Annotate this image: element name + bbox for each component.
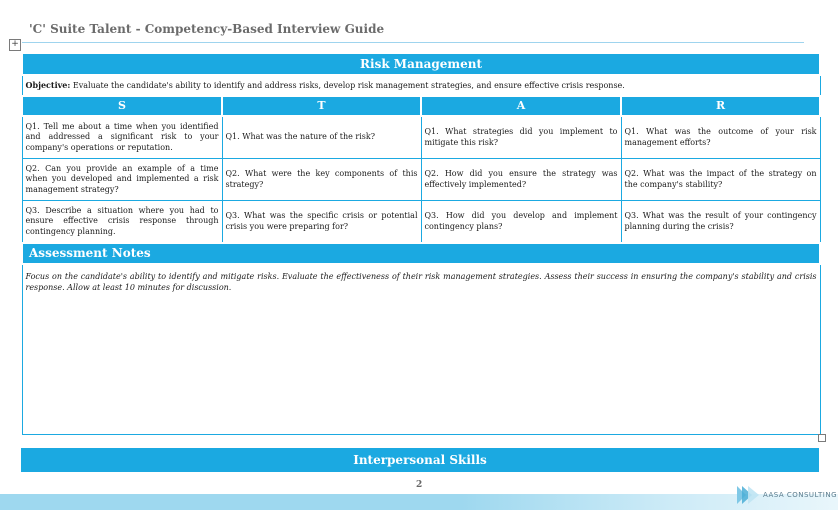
question-cell-r1: Q1. What was the outcome of your risk management efforts? (621, 116, 820, 159)
objective-label: Objective: (25, 79, 71, 90)
question-cell-a2: Q2. How did you ensure the strategy was effectively implemented? (421, 159, 621, 201)
objective-cell (22, 75, 820, 96)
title-divider (22, 42, 804, 43)
objective-row (22, 75, 820, 96)
star-header-s: S (22, 96, 222, 116)
table-move-handle-icon[interactable]: + (9, 39, 21, 51)
question-cell-r3: Q3. What was the result of your contingency planning during the crisis? (621, 201, 820, 244)
question-cell-t2: Q2. What were the key components of this strategy? (222, 159, 421, 201)
section-header-row (22, 53, 820, 75)
question-cell-t1: Q1. What was the nature of the risk? (222, 116, 421, 159)
risk-management-table (21, 52, 821, 435)
question-row-1 (22, 116, 820, 159)
document-title: 'C' Suite Talent - Competency-Based Interview Guide (29, 22, 385, 36)
next-section-header: Interpersonal Skills (21, 448, 819, 472)
star-header-row (22, 96, 820, 116)
question-cell-s2: Q2. Can you provide an example of a time when you developed and implemented a risk management strategy? (22, 159, 222, 201)
question-row-3 (22, 201, 820, 244)
brand-name: AASA CONSULTING (763, 491, 837, 499)
brand-logo (736, 484, 837, 506)
notes-row (22, 264, 820, 435)
question-cell-s3: Q3. Describe a situation where you had to ensure effective crisis response through contingency planning. (22, 201, 222, 244)
star-header-a: A (421, 96, 621, 116)
question-row-2 (22, 159, 820, 201)
footer-band (0, 494, 838, 510)
question-cell-s1: Q1. Tell me about a time when you identified and addressed a significant risk to your company's operations or reputation. (22, 116, 222, 159)
section-title: Risk Management (22, 53, 820, 75)
question-cell-t3: Q3. What was the specific crisis or potential crisis you were preparing for? (222, 201, 421, 244)
table-resize-handle[interactable] (818, 434, 826, 442)
question-cell-a3: Q3. How did you develop and implement contingency plans? (421, 201, 621, 244)
page-number: 2 (416, 480, 423, 490)
notes-text[interactable]: Focus on the candidate's ability to identify and mitigate risks. Evaluate the effectiveness of their risk management strategies. Assess their success in ensuring the company's stability and crisis response. Allow at least 10 minutes for discussion. (22, 264, 820, 435)
star-header-t: T (222, 96, 421, 116)
notes-title: Assessment Notes (22, 243, 820, 264)
brand-mark-icon (736, 484, 760, 506)
star-header-r: R (621, 96, 820, 116)
objective-text: Evaluate the candidate's ability to identify and address risks, develop risk management strategies, and ensure effective crisis response. (72, 80, 625, 90)
question-cell-r2: Q2. What was the impact of the strategy on the company's stability? (621, 159, 820, 201)
question-cell-a1: Q1. What strategies did you implement to mitigate this risk? (421, 116, 621, 159)
notes-header-row (22, 243, 820, 264)
